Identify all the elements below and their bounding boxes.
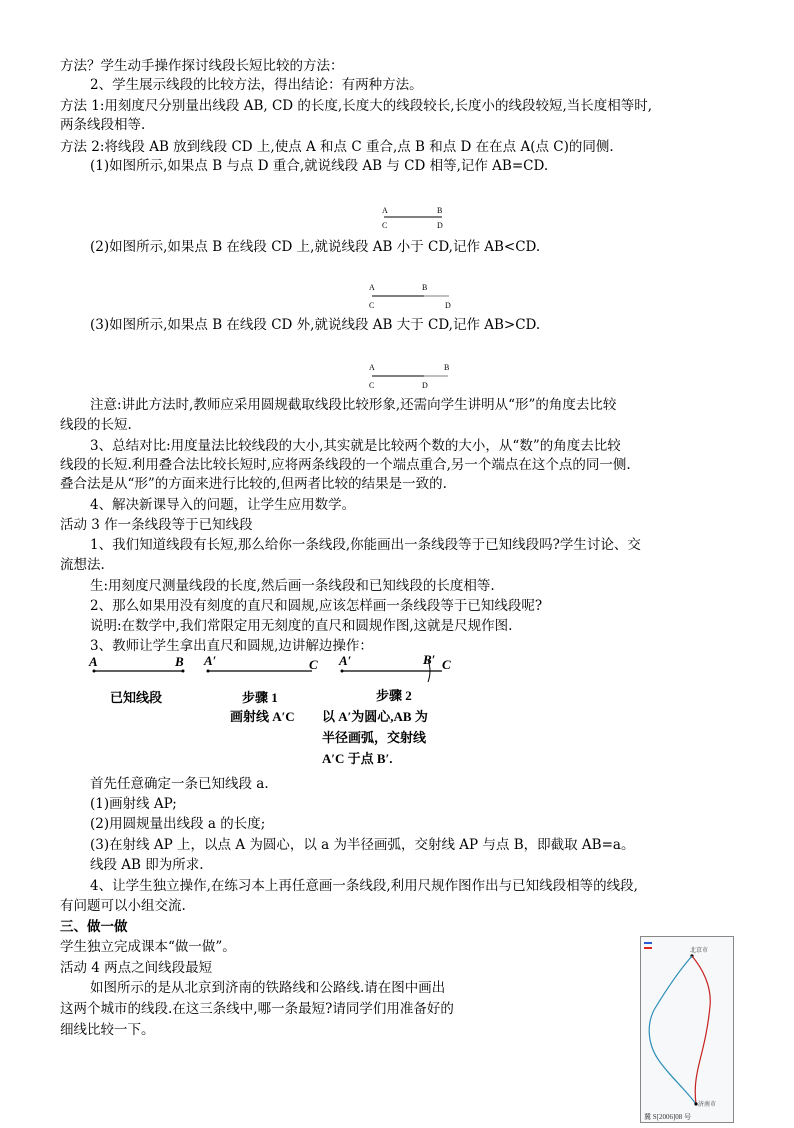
text-line: 3、教师让学生拿出直尺和圆规,边讲解边操作：: [90, 638, 373, 654]
label-b: B: [437, 206, 443, 215]
text-line: 方法？学生动手操作探讨线段长短比较的方法：: [60, 58, 344, 74]
caption-step1-text: 画射线 A′C: [230, 709, 295, 724]
text-line: 4、解决新课导入的问题，让学生应用数学。: [90, 497, 356, 513]
segment-figure-equal: [376, 203, 456, 233]
text-line: 3、总结对比:用度量法比较线段的大小,其实就是比较两个数的大小，从“数”的角度去比较: [90, 438, 621, 454]
text-line: 有问题可以小组交流.: [60, 898, 186, 914]
text-line: 细线比较一下。: [60, 1022, 155, 1038]
text-line: 1、我们知道线段有长短,那么给你一条线段,你能画出一条线段等于已知线段吗?学生讨论、交: [90, 537, 641, 553]
map-label-beijing: 北京市: [690, 948, 709, 954]
segment-figure-greater: [364, 360, 464, 390]
segment-figure-less: [364, 280, 464, 310]
label-b: B: [444, 363, 450, 372]
text-line: (3)在射线 AP 上，以点 A 为圆心，以 a 为半径画弧，交射线 AP 与点 B，即截取 AB=a。: [90, 837, 635, 853]
label-c: C: [369, 301, 375, 310]
text-line: 线段 AB 即为所求.: [90, 857, 204, 873]
label-b-prime: B′: [423, 652, 436, 667]
text-line: (1)如图所示,如果点 B 与点 D 重合,就说线段 AB 与 CD 相等,记作 AB=CD.: [90, 158, 549, 174]
label-a: A: [369, 363, 375, 372]
text-line: 说明:在数学中,我们常限定用无刻度的直尺和圆规作图,这就是尺规作图.: [90, 618, 513, 634]
label-c: C: [309, 657, 318, 672]
caption-known-segment: 已知线段: [110, 690, 163, 705]
label-c: C: [369, 381, 375, 390]
text-line: 2、学生展示线段的比较方法，得出结论：有两种方法。: [90, 77, 423, 93]
map-label-jinan: 济南市: [698, 1102, 717, 1108]
text-line: 活动 4 两点之间线段最短: [60, 960, 213, 976]
caption-step2-line3: A′C 于点 B′.: [322, 751, 393, 766]
text-line: 线段的长短.: [60, 417, 132, 433]
text-line: 4、让学生独立操作,在练习本上再任意画一条线段,利用尺规作图作出与已知线段相等的线段,: [90, 878, 638, 894]
text-line: (2)如图所示,如果点 B 在线段 CD 上,就说线段 AB 小于 CD,记作 AB<CD.: [90, 239, 541, 255]
text-line: 如图所示的是从北京到济南的铁路线和公路线.请在图中画出: [90, 980, 446, 996]
text-line: 学生独立完成课本“做一做”。: [60, 939, 236, 955]
text-line: 叠合法是从“形”的方面来进行比较的,但两者比较的结果是一致的.: [60, 476, 447, 492]
text-line: 两条线段相等.: [60, 117, 146, 133]
text-line: (1)画射线 AP;: [90, 796, 177, 812]
label-d: D: [422, 381, 428, 390]
label-d: D: [437, 221, 443, 230]
text-line: 方法 2:将线段 AB 放到线段 CD 上,使点 A 和点 C 重合,点 B 和点 D 在在点 A(点 C)的同侧.: [60, 139, 614, 155]
caption-step2-title: 步骤 2: [376, 688, 412, 703]
label-a-prime: A′: [204, 653, 217, 668]
caption-step2-line1: 以 A′为圆心,AB 为: [322, 709, 428, 724]
label-a-prime: A′: [339, 653, 352, 668]
label-a: A: [382, 206, 388, 215]
text-line: 2、那么如果用没有刻度的直尺和圆规,应该怎样画一条线段等于已知线段呢?: [90, 598, 543, 614]
text-line: (3)如图所示,如果点 B 在线段 CD 外,就说线段 AB 大于 CD,记作 AB>CD.: [90, 317, 541, 333]
text-line: 首先任意确定一条已知线段 a.: [90, 776, 269, 792]
text-line: 方法 1:用刻度尺分别量出线段 AB, CD 的长度,长度大的线段较长,长度小的线段较短,当长度相等时,: [60, 98, 653, 114]
label-a: A: [369, 283, 375, 292]
text-line: 线段的长短.利用叠合法比较长短时,应将两条线段的一个端点重合,另一个端点在这个点的同一侧.: [60, 457, 631, 473]
label-b: B: [422, 283, 428, 292]
section-heading: 三、做一做: [60, 919, 128, 935]
text-line: 活动 3 作一条线段等于已知线段: [60, 517, 253, 533]
label-a: A: [89, 654, 98, 669]
label-c: C: [442, 657, 451, 672]
caption-step2-line2: 半径画弧，交射线: [322, 730, 427, 745]
label-c: C: [382, 221, 388, 230]
text-line: 注意:讲此方法时,教师应采用圆规截取线段比较形象,还需向学生讲明从“形”的角度去比较: [90, 397, 617, 413]
text-line: (2)用圆规量出线段 a 的长度;: [90, 816, 266, 832]
text-line: 生:用刻度尺测量线段的长度,然后画一条线段和已知线段的长度相等.: [90, 578, 495, 594]
map-caption: 冀 S[2006]08 号: [644, 1113, 692, 1121]
text-line: 流想法.: [60, 557, 105, 573]
construction-figure: [80, 652, 460, 770]
route-map: [640, 936, 734, 1128]
label-b: B: [175, 654, 184, 669]
label-d: D: [445, 301, 451, 310]
caption-step1-title: 步骤 1: [242, 690, 278, 705]
text-line: 这两个城市的线段.在这三条线中,哪一条最短?请同学们用准备好的: [60, 1001, 454, 1017]
